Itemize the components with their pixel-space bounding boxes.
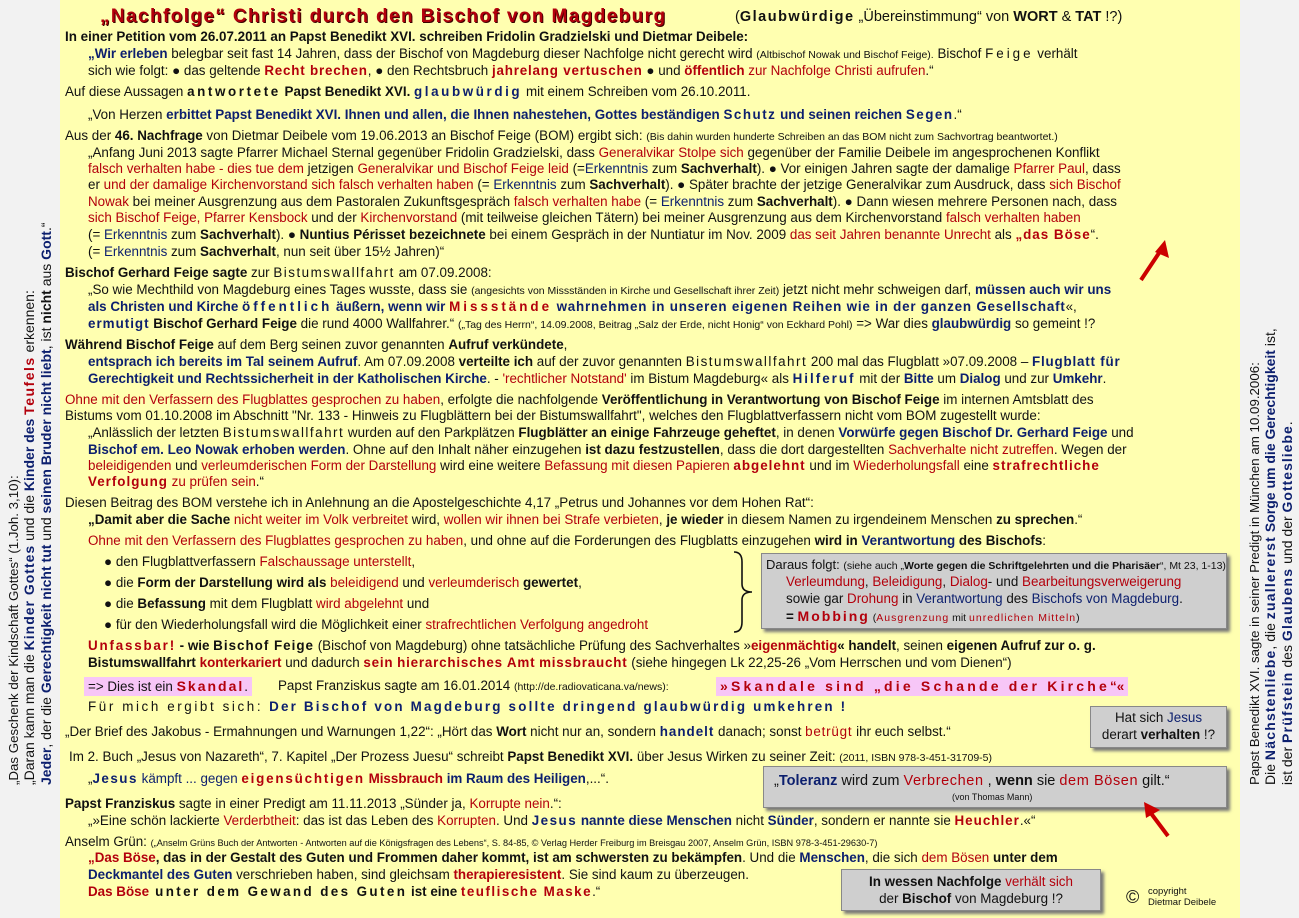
conclusion-box <box>761 553 1227 629</box>
list-item: ● die Form der Darstellung wird als beleidigend und verleumderisch gewertet, <box>104 575 582 590</box>
apg-line-2: „Damit aber die Sache nicht weiter im Volk verbreitet wird, wollen wir ihnen bei Strafe verbieten, je wieder in diesem Namen zu irgendeinem Menschen zu sprechen.“ <box>88 512 1083 527</box>
copyright-icon: © <box>1126 887 1140 907</box>
list-item: ● den Flugblattverfassern Falschaussage unterstellt, <box>104 554 416 569</box>
unfassbar-line-1: Unfassbar! - wie Bischof Feige (Bischof von Magdeburg) ohne tatsächliche Prüfung des Sachverhaltes »eigenmächtig« handelt, seinen eigenen Aufruf zur o. g. <box>88 638 1096 653</box>
nachfrage-line-2: „Anfang Juni 2013 sagte Pfarrer Michael Sternal gegenüber Fridolin Gradzielski, dass Generalvikar Stolpe sich gegenüber der Familie Deibele im angesprochenen Konflikt <box>88 145 1100 160</box>
petition-line-5: „Von Herzen erbittet Papst Benedikt XVI. Ihnen und allen, die Ihnen nahestehen, Gottes beständigen Schutz und seinen reichen Segen.“ <box>88 107 962 122</box>
gruen-line-3: Deckmantel des Guten verschrieben haben, sind gleichsam therapieresistent. Sie sind kaum zu überzeugen. <box>88 867 749 882</box>
franziskus-line-1: Papst Franziskus sagte in einer Predigt am 11.11.2013 „Sünder ja, Korrupte nein.“: <box>65 796 562 811</box>
apg-line-3: Ohne mit den Verfassern des Flugblattes gesprochen zu haben, und ohne auf die Forderungen des Flugblatts einzugehen wird in Verantwortung des Bischofs: <box>88 533 1047 548</box>
feige-line-4: ermutigt Bischof Gerhard Feige die rund 4000 Wallfahrer.“ („Tag des Herrn“, 14.09.2008, Beitrag „Salz der Erde, nicht Honig“ von Eckhard Pohl) => War dies glaubwürdig so gemeint !? <box>88 316 1096 331</box>
nachfrage-line-7: (= Erkenntnis zum Sachverhalt). ● Nuntius Périsset bezeichnete bei einem Gespräch in der Nuntiatur im Nov. 2009 das seit Jahren benannte Unrecht als „das Böse“. <box>88 227 1099 242</box>
left-margin-line-2: „Daran kann man die Kinder Gottes und die Kinder des Teufels erkennen: <box>21 290 37 785</box>
nachfrage-line-5: Nowak bei meiner Ausgrenzung aus dem Pastoralen Zukunftsgespräch falsch verhalten habe (= Erkenntnis zum Sachverhalt). ● Dann wiesen mehrere Personen nach, dass <box>88 194 1117 209</box>
conclusion-line-1: Daraus folgt: (siehe auch „Worte gegen die Schriftgelehrten und die Pharisäer“, Mt 23, 1-13) <box>766 557 1226 572</box>
amtsblatt-line-1: Ohne mit den Verfassern des Flugblattes gesprochen zu haben, erfolgte die nachfolgende Veröffentlichung in Verantwortung von Bischof Feige im internen Amtsblatt des <box>65 392 1094 407</box>
nachfrage-line-6: sich Bischof Feige, Pfarrer Kensbock und der Kirchenvorstand (mit teilweise gleichen Tätern) bei meiner Ausgrenzung aus dem Kirchenvorstand falsch verhalten haben <box>88 210 1081 225</box>
petition-line-2: „Wir erleben belegbar seit fast 14 Jahren, dass der Bischof von Magdeburg dieser Nachfolge nicht gerecht wird (Altbischof Nowak und Bischof Feige). Bischof Feige verhält <box>88 46 1078 61</box>
arrow-icon <box>1138 800 1178 840</box>
conclusion-line-2: Verleumdung, Beleidigung, Dialog- und Bearbeitungsverweigerung <box>786 574 1182 589</box>
feige-line-3: als Christen und Kirche öffentlich äußern, wenn wir Missstände wahrnehmen in unseren eigenen Reihen wie in der ganzen Gesellschaft«, <box>88 299 1077 314</box>
franziskus-line-2: „»Eine schön lackierte Verderbtheit: das ist das Leben des Korrupten. Und Jesus nannte diese Menschen nicht Sünder, sondern er nannte sie Heuchler.«“ <box>88 813 1036 828</box>
amtsblatt-line-3: „Anlässlich der letzten Bistumswallfahrt wurden auf den Parkplätzen Flugblätter an einige Fahrzeuge geheftet, in denen Vorwürfe gegen Bischof Dr. Gerhard Feige und <box>88 425 1134 440</box>
amtsblatt-line-4: Bischof em. Leo Nowak erhoben werden. Ohne auf den Inhalt näher einzugehen ist dazu festzustellen, dass die dort dargestellten Sachverhalte nicht zutreffen. Wegen der <box>88 442 1127 457</box>
feige-line-2: „So wie Mechthild von Magdeburg eines Tages wusste, dass sie (angesichts von Missständen in Kirche und Gesellschaft ihrer Zeit) jetzt nicht mehr schweigen darf, müssen auch wir uns <box>88 282 1112 297</box>
nachfrage-line-4: er und der damalige Kirchenvorstand sich falsch verhalten haben (= Erkenntnis zum Sachverhalt). ● Später brachte der jetzige Generalvikar zum Ausdruck, dass sich Bischof <box>88 177 1121 192</box>
aufruf-line-3: Gerechtigkeit und Rechtssicherheit in der Katholischen Kirche. - 'rechtlicher Notstand' im Bistum Magdeburg« als Hilferuf mit der Bitte um Dialog und zur Umkehr. <box>88 371 1107 386</box>
conclusion-line-3: sowie gar Drohung in Verantwortung des Bischofs von Magdeburg. <box>786 591 1183 606</box>
list-item: ● die Befassung mit dem Flugblatt wird abgelehnt und <box>104 596 430 611</box>
amtsblatt-line-2: Bistums vom 01.10.2008 im Abschnitt "Nr. 133 - Hinweis zu Flugblättern bei der Bistumswallfahrt", welches den Flugblattverfassern nicht vom BOM zugestellt wurde: <box>65 408 1041 423</box>
skandal-franziskus: Papst Franziskus sagte am 16.01.2014 (http://de.radiovaticana.va/news): <box>278 678 669 693</box>
left-margin-line-1: „Das Geschenk der Kindschaft Gottes“ (1.Joh. 3,10): <box>6 475 21 785</box>
conclusion-statement: Für mich ergibt sich: Der Bischof von Magdeburg sollte dringend glaubwürdig umkehren ! <box>88 699 848 714</box>
right-margin-line-3: ist der Prüfstein des Glaubens und der Gottesliebe. <box>1279 421 1295 785</box>
petition-heading: In einer Petition vom 26.07.2011 an Papst Benedikt XVI. schreiben Fridolin Gradzielski und Dietmar Deibele: <box>65 29 749 44</box>
aufruf-line-2: entsprach ich bereits im Tal seinem Aufruf. Am 07.09.2008 verteilte ich auf der zuvor genannten Bistumswallfahrt 200 mal das Flugblatt »07.09.2008 – Flugblatt für <box>88 354 1121 369</box>
list-item: ● für den Wiederholungsfall wird die Möglichkeit einer strafrechtlichen Verfolgung angedroht <box>104 617 649 632</box>
petition-line-4: Auf diese Aussagen antwortete Papst Benedikt XVI. glaubwürdig mit einem Schreiben vom 26.10.2011. <box>65 84 751 99</box>
right-margin-line-2: Die Nächstenliebe, die zuallererst Sorge um die Gerechtigkeit ist, <box>1262 328 1278 785</box>
page-title: „Nachfolge“ Christi durch den Bischof von Magdeburg <box>100 6 667 27</box>
benedikt-line-1: Im 2. Buch „Jesus von Nazareth“, 7. Kapitel „Der Prozess Juesu“ schreibt Papst Benedikt XVI. über Jesus Wirken zu seiner Zeit: (2011, ISBN 978-3-451-31709-5) <box>69 749 993 764</box>
amtsblatt-line-6: Verfolgung zu prüfen sein.“ <box>88 474 264 489</box>
gruen-line-2: „Das Böse, das in der Gestalt des Guten und Frommen daher kommt, ist am schwersten zu bekämpfen. Und die Menschen, die sich dem Bösen unter dem <box>88 850 1058 865</box>
feige-line-1: Bischof Gerhard Feige sagte zur Bistumswallfahrt am 07.09.2008: <box>65 265 492 280</box>
amtsblatt-line-5: beleidigenden und verleumderischen Form der Darstellung wird eine weitere Befassung mit diesen Papieren abgelehnt und im Wiederholungsfall eine strafrechtliche <box>88 458 1100 473</box>
nachfrage-line-3: falsch verhalten habe - dies tue dem jetzigen Generalvikar und Bischof Feige leid (=Erkenntnis zum Sachverhalt). ● Vor einigen Jahren sagte der damalige Pfarrer Paul, dass <box>88 161 1121 176</box>
gruen-line-1: Anselm Grün: („Anselm Grüns Buch der Antworten - Antworten auf die Königsfragen des Lebens“, S. 84-85, © Verlag Herder Freiburg im Breisgau 2007, Anselm Grün, ISBN 978-3-451-29630-7) <box>65 834 878 849</box>
jesus-question-box: Hat sich Jesus derart verhalten !? <box>1090 706 1227 748</box>
jakobus-quote: „Der Brief des Jakobus - Ermahnungen und Warnungen 1,22“: „Hört das Wort nicht nur an, sondern handelt danach; sonst betrügt ihr euch selbst.“ <box>65 724 951 739</box>
toleranz-quote-box: „Toleranz wird zum Verbrechen , wenn sie dem Bösen gilt.“ (von Thomas Mann) <box>763 766 1227 808</box>
apg-line-1: Diesen Beitrag des BOM verstehe ich in Anlehnung an die Apostelgeschichte 4,17 „Petrus und Johannes vor dem Hohen Rat“: <box>65 495 814 510</box>
skandal-highlight: => Dies ist ein Skandal. <box>84 677 252 696</box>
skandal-quote: »Skandale sind „die Schande der Kirche“« <box>716 677 1128 696</box>
nachfrage-line-8: (= Erkenntnis zum Sachverhalt, nun seit über 15½ Jahren)“ <box>88 244 445 259</box>
nachfolge-question-box: In wessen Nachfolge verhält sich der Bischof von Magdeburg !? <box>841 869 1101 911</box>
nachfrage-line-1: Aus der 46. Nachfrage von Dietmar Deibele vom 19.06.2013 an Bischof Feige (BOM) ergibt sich: (Bis dahin wurden hunderte Schreiben an das BOM nicht zum Sachvortrag beantwortet.) <box>65 128 1058 143</box>
benedikt-line-2: „Jesus kämpft ... gegen eigensüchtigen Missbrauch im Raum des Heiligen,...“. <box>88 771 609 786</box>
page-subtitle: (Glaubwürdige „Übereinstimmung“ von WORT & TAT !?) <box>735 9 1123 25</box>
gruen-line-4: Das Böse unter dem Gewand des Guten ist eine teuflische Maske.“ <box>88 884 601 899</box>
brace-icon <box>732 550 756 634</box>
right-margin-line-1: Papst Benedikt XVI. sagte in seiner Predigt in München am 10.09.2006: <box>1247 362 1262 785</box>
arrow-icon <box>1135 238 1175 283</box>
left-margin-line-3: Jeder, der die Gerechtigkeit nicht tut und seinen Bruder nicht liebt, ist nicht aus Gott.“ <box>38 222 54 785</box>
petition-line-3: sich wie folgt: ● das geltende Recht brechen, ● den Rechtsbruch jahrelang vertuschen ● und öffentlich zur Nachfolge Christi aufrufen.“ <box>88 63 934 78</box>
document-page: „Nachfolge“ Christi durch den Bischof von Magdeburg (Glaubwürdige „Übereinstimmung“ von WORT & TAT !?) In einer Petition vom 26.07.2011 an Papst Benedikt XVI. schreiben Fridolin Gradzielski und Dietmar Deibele: „Wir erleben belegbar seit fast 14 Jahren, dass der Bischof von Magdeburg dieser Nachfolge nicht gerecht wird (Altbischof Nowak und Bischof Feige). Bischof Feige verhält sich wie folgt: ● das geltende Recht brechen, ● den Rechtsbruch jahrelang vertuschen ● und öffentlich zur Nachfolge Christi aufrufen.“ Auf diese Aussagen antwortete Papst Benedikt XVI. glaubwürdig mit einem Schreiben vom 26.10.2011. „Von Herzen erbittet Papst Benedikt XVI. Ihnen und allen, die Ihnen nahestehen, Gottes beständigen Schutz und seinen reichen Segen.“ Aus der 46. Nachfrage von Dietmar Deibele vom 19.06.2013 an Bischof Feige (BOM) ergibt sich: (Bis dahin wurden hunderte Schreiben an das BOM nicht zum Sachvortrag beantwortet.) „Anfang Juni 2013 sagte Pfarrer Michael Sternal gegenüber Fridolin Gradzielski, dass Generalvikar Stolpe sich gegenüber der Familie Deibele im angesprochenen Konflikt falsch verhalten habe - dies tue dem jetzigen Generalvikar und Bischof Feige leid (=Erkenntnis zum Sachverhalt). ● Vor einigen Jahren sagte der damalige Pfarrer Paul, dass er und der damalige Kirchenvorstand sich falsch verhalten haben (= Erkenntnis zum Sachverhalt). ● Später brachte der jetzige Generalvikar zum Ausdruck, dass sich Bischof Nowak bei meiner Ausgrenzung aus dem Pastoralen Zukunftsgespräch falsch verhalten habe (= Erkenntnis zum Sachverhalt). ● Dann wiesen mehrere Personen nach, dass sich Bischof Feige, Pfarrer Kensbock und der Kirchenvorstand (mit teilweise gleichen Tätern) bei meiner Ausgrenzung aus dem Kirchenvorstand falsch verhalten haben (= Erkenntnis zum Sachverhalt). ● Nuntius Périsset bezeichnete bei einem Gespräch in der Nuntiatur im Nov. 2009 das seit Jahren benannte Unrecht als „das Böse“. (= Erkenntnis zum Sachverhalt, nun seit über 15½ Jahren)“ Bischof Gerhard Feige sagte zur Bistumswallfahrt am 07.09.2008: „So wie Mechthild von Magdeburg eines Tages wusste, dass sie (angesichts von Missständen in Kirche und Gesellschaft ihrer Zeit) jetzt nicht mehr schweigen darf, müssen auch wir uns als Christen und Kirche öffentlich äußern, wenn wir Missstände wahrnehmen in unseren eigenen Reihen wie in der ganzen Gesellschaft«, ermutigt Bischof Gerhard Feige die rund 4000 Wallfahrer.“ („Tag des Herrn“, 14.09.2008, Beitrag „Salz der Erde, nicht Honig“ von Eckhard Pohl) => War dies glaubwürdig so gemeint !? Während Bischof Feige auf dem Berg seinen zuvor genannten Aufruf verkündete, entsprach ich bereits im Tal seinem Aufruf. Am 07.09.2008 verteilte ich auf der zuvor genannten Bistumswallfahrt 200 mal das Flugblatt »07.09.2008 – Flugblatt für Gerechtigkeit und Rechtssicherheit in der Katholischen Kirche. - 'rechtlicher Notstand' im Bistum Magdeburg« als Hilferuf mit der Bitte um Dialog und zur Umkehr. Ohne mit den Verfassern des Flugblattes gesprochen zu haben, erfolgte die nachfolgende Veröffentlichung in Verantwortung von Bischof Feige im internen Amtsblatt des Bistums vom 01.10.2008 im Abschnitt "Nr. 133 - Hinweis zu Flugblättern bei der Bistumswallfahrt", welches den Flugblattverfassern nicht vom BOM zugestellt wurde: „Anlässlich der letzten Bistumswallfahrt wurden auf den Parkplätzen Flugblätter an einige Fahrzeuge geheftet, in denen Vorwürfe gegen Bischof Dr. Gerhard Feige und Bischof em. Leo Nowak erhoben werden. Ohne auf den Inhalt näher einzugehen ist dazu festzustellen, dass die dort dargestellten Sachverhalte nicht zutreffen. Wegen der beleidigenden und verleumderischen Form der Darstellung wird eine weitere Befassung mit diesen Papieren abgelehnt und im Wiederholungsfall eine strafrechtliche Verfolgung zu prüfen sein.“ Diesen Beitrag des BOM verstehe ich in Anlehnung an die Apostelgeschichte 4,17 „Petrus und Johannes vor dem Hohen Rat“: „Damit aber die Sache nicht weiter im Volk verbreitet wird, wollen wir ihnen bei Strafe verbieten, je wieder in diesem Namen zu irgendeinem Menschen zu sprechen.“ Ohne mit den Verfassern des Flugblattes gesprochen zu haben, und ohne auf die Forderungen des Flugblatts einzugehen wird in Verantwortung des Bischofs: ● den Flugblattverfassern Falschaussage unterstellt, ● die Form der Darstellung wird als beleidigend und verleumderisch gewertet, ● die Befassung mit dem Flugblatt wird abgelehnt und ● für den Wiederholungsfall wird die Möglichkeit einer strafrechtlichen Verfolgung angedroht Daraus folgt: (siehe auch „Worte gegen die Schriftgelehrten und die Pharisäer“, Mt 23, 1-13) Verleumdung, Beleidigung, Dialog- und Bearbeitungsverweigerung sowie gar Drohung in Verantwortung des Bischofs von Magdeburg. = Mobbing (Ausgrenzung mit unredlichen Mitteln) Unfassbar! - wie Bischof Feige (Bischof von Magdeburg) ohne tatsächliche Prüfung des Sachverhaltes »eigenmächtig« handelt, seinen eigenen Aufruf zur o. g. Bistumswallfahrt konterkariert und dadurch sein hierarchisches Amt missbraucht (siehe hingegen Lk 22,25-26 „Vom Herrschen und vom Dienen“) => Dies ist ein Skandal. Papst Franziskus sagte am 16.01.2014 (http://de.radiovaticana.va/news): »Skandale sind „die Schande der Kirche“« Für mich ergibt sich: Der Bischof von Magdeburg sollte dringend glaubwürdig umkehren ! „Der Brief des Jakobus - Ermahnungen und Warnungen 1,22“: „Hört das Wort nicht nur an, sondern handelt danach; sonst betrügt ihr euch selbst.“ Hat sich Jesus derart verhalten !? Im 2. Buch „Jesus von Nazareth“, 7. Kapitel „Der Prozess Juesu“ schreibt Papst Benedikt XVI. über Jesus Wirken zu seiner Zeit: (2011, ISBN 978-3-451-31709-5) „Jesus kämpft ... gegen eigensüchtigen Missbrauch im Raum des Heiligen,...“. „Toleranz wird zum Verbrechen , wenn sie dem Bösen gilt.“ (von Thomas Mann) Papst Franziskus sagte in einer Predigt am 11.11.2013 „Sünder ja, Korrupte nein.“: „»Eine schön lackierte Verderbtheit: das ist das Leben des Korrupten. Und Jesus nannte diese Menschen nicht Sünder, sondern er nannte sie Heuchler.«“ Anselm Grün: („Anselm Grüns Buch der Antworten - Antworten auf die Königsfragen des Lebens“, S. 84-85, © Verlag Herder Freiburg im Breisgau 2007, Anselm Grün, ISBN 978-3-451-29630-7) „Das Böse, das in der Gestalt des Guten und Frommen daher kommt, ist am schwersten zu bekämpfen. Und die Menschen, die sich dem Bösen unter dem Deckmantel des Guten verschrieben haben, sind gleichsam therapieresistent. Sie sind kaum zu überzeugen. Das Böse unter dem Gewand des Guten ist eine teuflische Maske.“ In wessen Nachfolge verhält sich der Bischof von Magdeburg !? © copyright Dietmar Deibele <box>60 0 1240 918</box>
left-margin-quote <box>0 0 60 918</box>
aufruf-line-1: Während Bischof Feige auf dem Berg seinen zuvor genannten Aufruf verkündete, <box>65 337 568 352</box>
conclusion-line-4: = Mobbing (Ausgrenzung mit unredlichen Mitteln) <box>786 608 1080 624</box>
unfassbar-line-2: Bistumswallfahrt konterkariert und dadurch sein hierarchisches Amt missbraucht (siehe hingegen Lk 22,25-26 „Vom Herrschen und vom Dienen“) <box>88 655 1012 670</box>
right-margin-quote <box>1240 0 1299 918</box>
